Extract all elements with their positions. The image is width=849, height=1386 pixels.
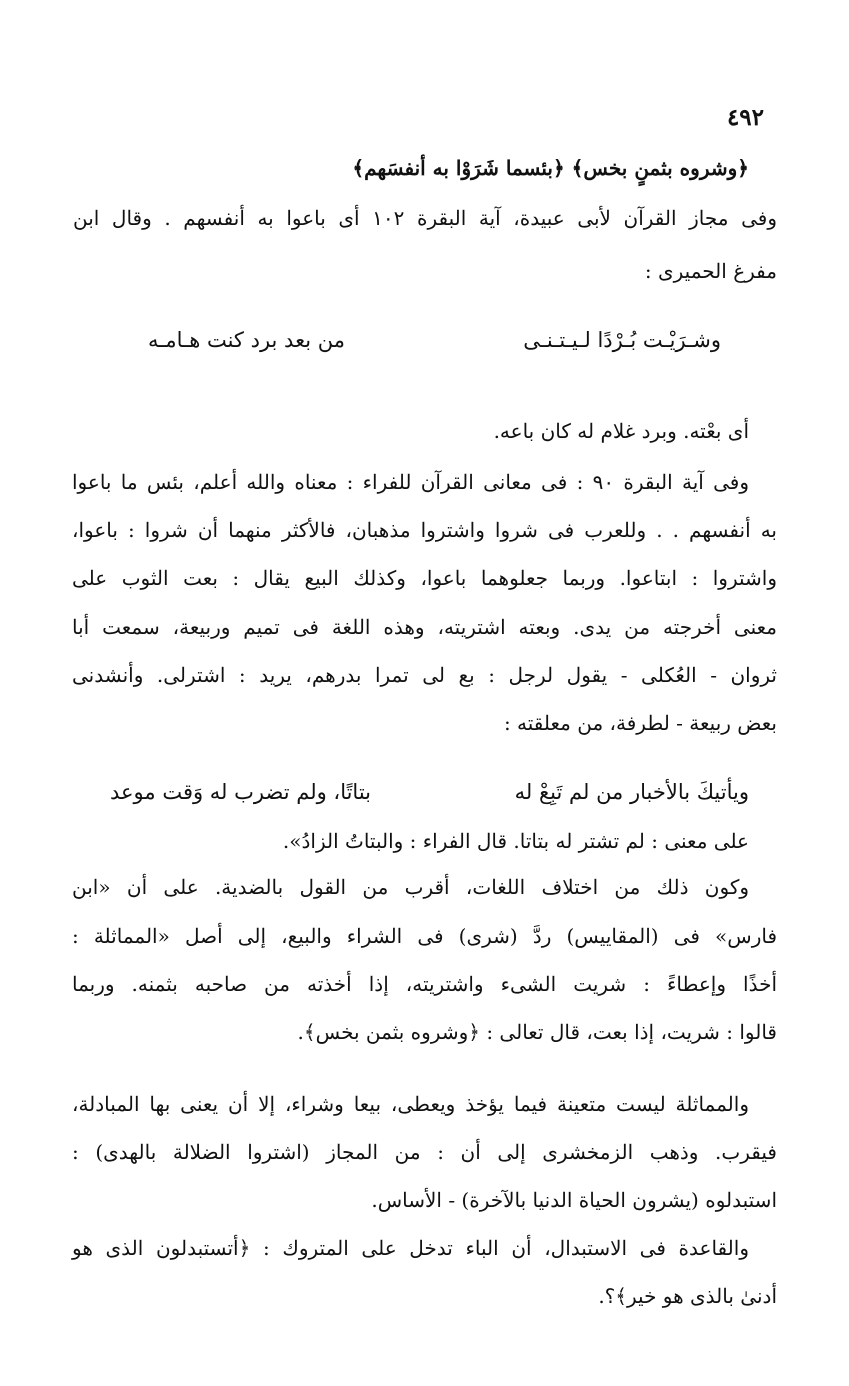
- paragraph-line: وفى مجاز القرآن لأبى عبيدة، آية البقرة ١٠٢ أى باعوا به أنفسهم . وقال ابن: [73, 206, 777, 230]
- paragraph-line: بعض ربيعة - لطرفة، من معلقته :: [503, 711, 777, 735]
- paragraph-line: على معنى : لم تشتر له بتاتا. قال الفراء : والبتاتُ الزادُ».: [282, 829, 749, 853]
- heading-quran-quote: ﴿وشروه بثمنٍ بخس﴾ ﴿بئسما شَرَوْا به أنفسَهم﴾: [352, 156, 749, 180]
- paragraph-line: وفى آية البقرة ٩٠ : فى معانى القرآن للفراء : معناه والله أعلم، بئس ما باعوا: [72, 470, 750, 494]
- paragraph-line: معنى أخرجته من يدى. وبعته اشتريته، وهذه اللغة فى تميم وربيعة، سمعت أبا: [72, 615, 777, 639]
- paragraph-line: أدنىٰ بالذى هو خير﴾؟.: [598, 1284, 777, 1308]
- paragraph-line: والقاعدة فى الاستبدال، أن الباء تدخل على المتروك : ﴿أتستبدلون الذى هو: [72, 1236, 749, 1260]
- paragraph-line: وكون ذلك من اختلاف اللغات، أقرب من القول بالضدية. على أن «ابن: [72, 875, 749, 899]
- paragraph-line: أى بعْته. وبرد غلام له كان باعه.: [493, 419, 749, 443]
- paragraph-line: والمماثلة ليست متعينة فيما يؤخذ ويعطى، بيعا وشراء، إلا أن يعنى بها المبادلة،: [72, 1092, 749, 1116]
- paragraph-line: قالوا : شريت، إذا بعت، قال تعالى : ﴿وشروه بثمن بخس﴾.: [297, 1020, 777, 1044]
- paragraph-line: فيقرب. وذهب الزمخشرى إلى أن : من المجاز (اشتروا الضلالة بالهدى) :: [72, 1140, 777, 1164]
- paragraph-line: واشتروا : ابتاعوا. وربما جعلوهما باعوا، وكذلك البيع يقال : بعت الثوب على: [72, 566, 777, 590]
- paragraph-line: به أنفسهم . . وللعرب فى شروا واشتروا مذهبان، فالأكثر منهما أن شروا : باعوا،: [72, 518, 777, 542]
- verse-first-hemistich: وشـرَيْـت بُـرْدًا لـيـتـنـى: [523, 328, 721, 352]
- paragraph-line: مفرغ الحميرى :: [644, 259, 777, 283]
- verse-first-hemistich: ويأتيكَ بالأخبار من لم تَبِعْ له: [514, 780, 749, 804]
- verse-second-hemistich: بتاتًا، ولم تضرب له وَقت موعد: [110, 780, 372, 804]
- paragraph-line: فارس» فى (المقاييس) ردَّ (شرى) فى الشراء والبيع، إلى أصل «المماثلة :: [72, 924, 778, 948]
- verse-second-hemistich: من بعد برد كنت هـامـه: [148, 328, 345, 352]
- page-number: ٤٩٢: [726, 104, 764, 131]
- paragraph-line: ثروان - العُكلى - يقول لرجل : بع لى تمرا بدرهم، يريد : اشترلى. وأنشدنى: [72, 663, 777, 687]
- paragraph-line: أخذًا وإعطاءً : شريت الشىء واشتريته، إذا أخذته من صاحبه بثمنه. وربما: [72, 972, 777, 996]
- paragraph-line: استبدلوه (يشرون الحياة الدنيا بالآخرة) - الأساس.: [371, 1188, 777, 1212]
